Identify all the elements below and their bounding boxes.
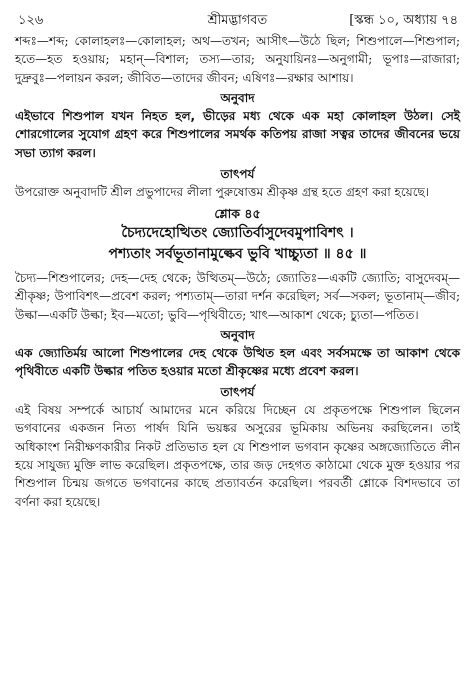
translation-heading-45: অনুবাদ: [220, 327, 255, 342]
purport-heading-45: তাৎপর্য: [220, 385, 255, 400]
translation-heading-44: অনুবাদ: [220, 90, 255, 105]
verse-line-1: চৈদ্যদেহোত্থিতং জ্যোতির্বাসুদেবমুপাবিশৎ ।: [121, 224, 354, 241]
verse-line-2: পশ্যতাং সর্বভূতানামুল্কেব ভুবি খাচ্চ্যুতা ॥ ৪৫ ॥: [108, 245, 367, 262]
purport-text-45: এই বিষয় সম্পর্কে আচার্য আমাদের মনে করিয়ে দিচ্ছেন যে প্রকৃতপক্ষে শিশুপাল ছিলেন ভগবানের একজন নিত্য পার্ষদ যিনি ভয়ঙ্কর অসুরের ভূমিকায় অভিনয় করছিলেন। তাই অধিকাংশ নিরীক্ষণকারীর নিকট প্রতিভাত হল যে শিশুপাল ভগবান কৃষ্ণের অঙ্গজ্যোতিতে লীন হয়ে সাযুজ্য মুক্তি লাভ করেছিল। প্রকৃতপক্ষে, তার জড় দেহগত কাঠামো থেকে মুক্ত হওয়ার পর শিশুপাল চিন্ময় জগতে ভগবানের কাছে প্রত্যাবর্তন করেছিল। পরবর্তী শ্লোকে বিশদভাবে তা বর্ণনা করা হয়েছে।: [15, 403, 460, 509]
chapter-reference: [স্কন্ধ ১০, অধ্যায় ৭৪: [349, 13, 458, 28]
running-title: শ্রীমদ্ভাগবত: [207, 13, 268, 28]
translation-text-45: এক জ্যোতির্ময় আলো শিশুপালের দেহ থেকে উত্থিত হল এবং সর্বসমক্ষে তা আকাশ থেকে পৃথিবীতে একটি উল্কার পতিত হওয়ার মতো শ্রীকৃষ্ণের মধ্যে প্রবেশ করল।: [15, 345, 460, 379]
page-number: ১২৬: [18, 13, 44, 28]
purport-text-44: উপরোক্ত অনুবাদটি শ্রীল প্রভুপাদের লীলা পুরুষোত্তম শ্রীকৃষ্ণ গ্রন্থ হতে গ্রহণ করা হয়েছে।: [15, 184, 430, 199]
purport-heading-44: তাৎপর্য: [220, 166, 255, 181]
verse-heading-45: শ্লোক ৪৫: [214, 205, 261, 221]
word-meanings-45: চৈদ্য—শিশুপালের; দেহ—দেহ থেকে; উত্থিতম্—উঠে; জ্যোতিঃ—একটি জ্যোতি; বাসুদেবম্—শ্রীকৃষ্ণ; উপাবিশৎ—প্রবেশ করল; পশ্যতাম্—তারা দর্শন করেছিল; সর্ব—সকল; ভূতানাম্—জীব; উল্কা—একটি উল্কা; ইব—মতো; ভুবি—পৃথিবীতে; খাৎ—আকাশ থেকে; চ্যুতা—পতিত।: [15, 270, 460, 322]
word-meanings-44: শব্দঃ—শব্দ; কোলাহলঃ—কোলাহল; অথ—তখন; আসীৎ—উঠে ছিল; শিশুপালে—শিশুপাল; হতে—হত হওয়ায়; মহান্—বিশাল; তস্য—তার; অনুযায়িনঃ—অনুগামী; ভূপাঃ—রাজারা; দুদ্রুবুঃ—পলায়ন করল; জীবিত—তাদের জীবন; এষিণঃ—রক্ষার আশায়।: [15, 34, 460, 85]
page-header: [15, 6, 460, 32]
translation-text-44: এইভাবে শিশুপাল যখন নিহত হল, ভীড়ের মধ্য থেকে এক মহা কোলাহল উঠল। সেই শোরগোলের সুযোগ গ্রহণ করে শিশুপালের সমর্থক কতিপয় রাজা সত্বর তাদের জীবনের ভয়ে সভা ত্যাগ করল।: [15, 108, 460, 161]
